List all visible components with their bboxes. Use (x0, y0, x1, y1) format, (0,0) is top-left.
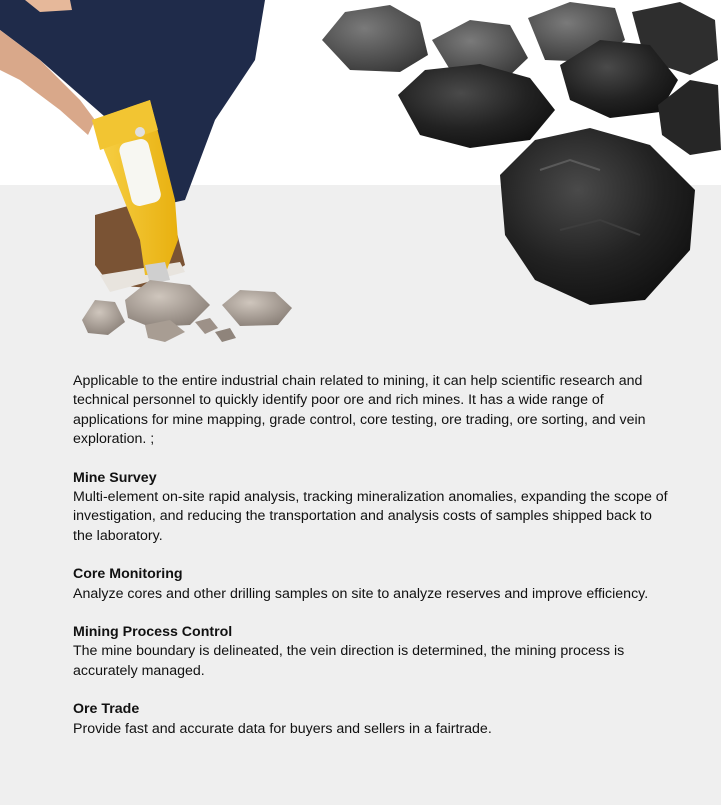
content-area (73, 372, 673, 758)
section-body: Multi-element on-site rapid analysis, tracking mineralization anomalies, expanding the scope of investigation, and reducing the transportation and analysis costs of samples shipped back to the laboratory. (73, 489, 668, 544)
section-body: Provide fast and accurate data for buyers and sellers in a fairtrade. (73, 720, 492, 737)
section-mining-process-control (73, 623, 673, 681)
hero-image (0, 0, 721, 345)
section-mine-survey (73, 469, 673, 547)
section-title: Mining Process Control (73, 624, 233, 641)
intro-paragraph: Applicable to the entire industrial chain related to mining, it can help scientific research and technical personnel to quickly identify poor ore and rich mines. It has a wide range of applications for mine mapping, grade control, core testing, ore trading, ore sorting, and vein exploration. ; (73, 373, 646, 448)
section-ore-trade (73, 700, 673, 739)
coal-lumps (322, 2, 721, 305)
section-title: Core Monitoring (73, 566, 183, 583)
section-title: Mine Survey (73, 469, 157, 486)
section-title: Ore Trade (73, 701, 140, 718)
mining-illustration (0, 0, 721, 345)
section-core-monitoring (73, 565, 673, 604)
section-body: The mine boundary is delineated, the vein direction is determined, the mining process is accurately managed. (73, 643, 625, 679)
section-body: Analyze cores and other drilling samples on site to analyze reserves and improve efficiency. (73, 585, 649, 602)
